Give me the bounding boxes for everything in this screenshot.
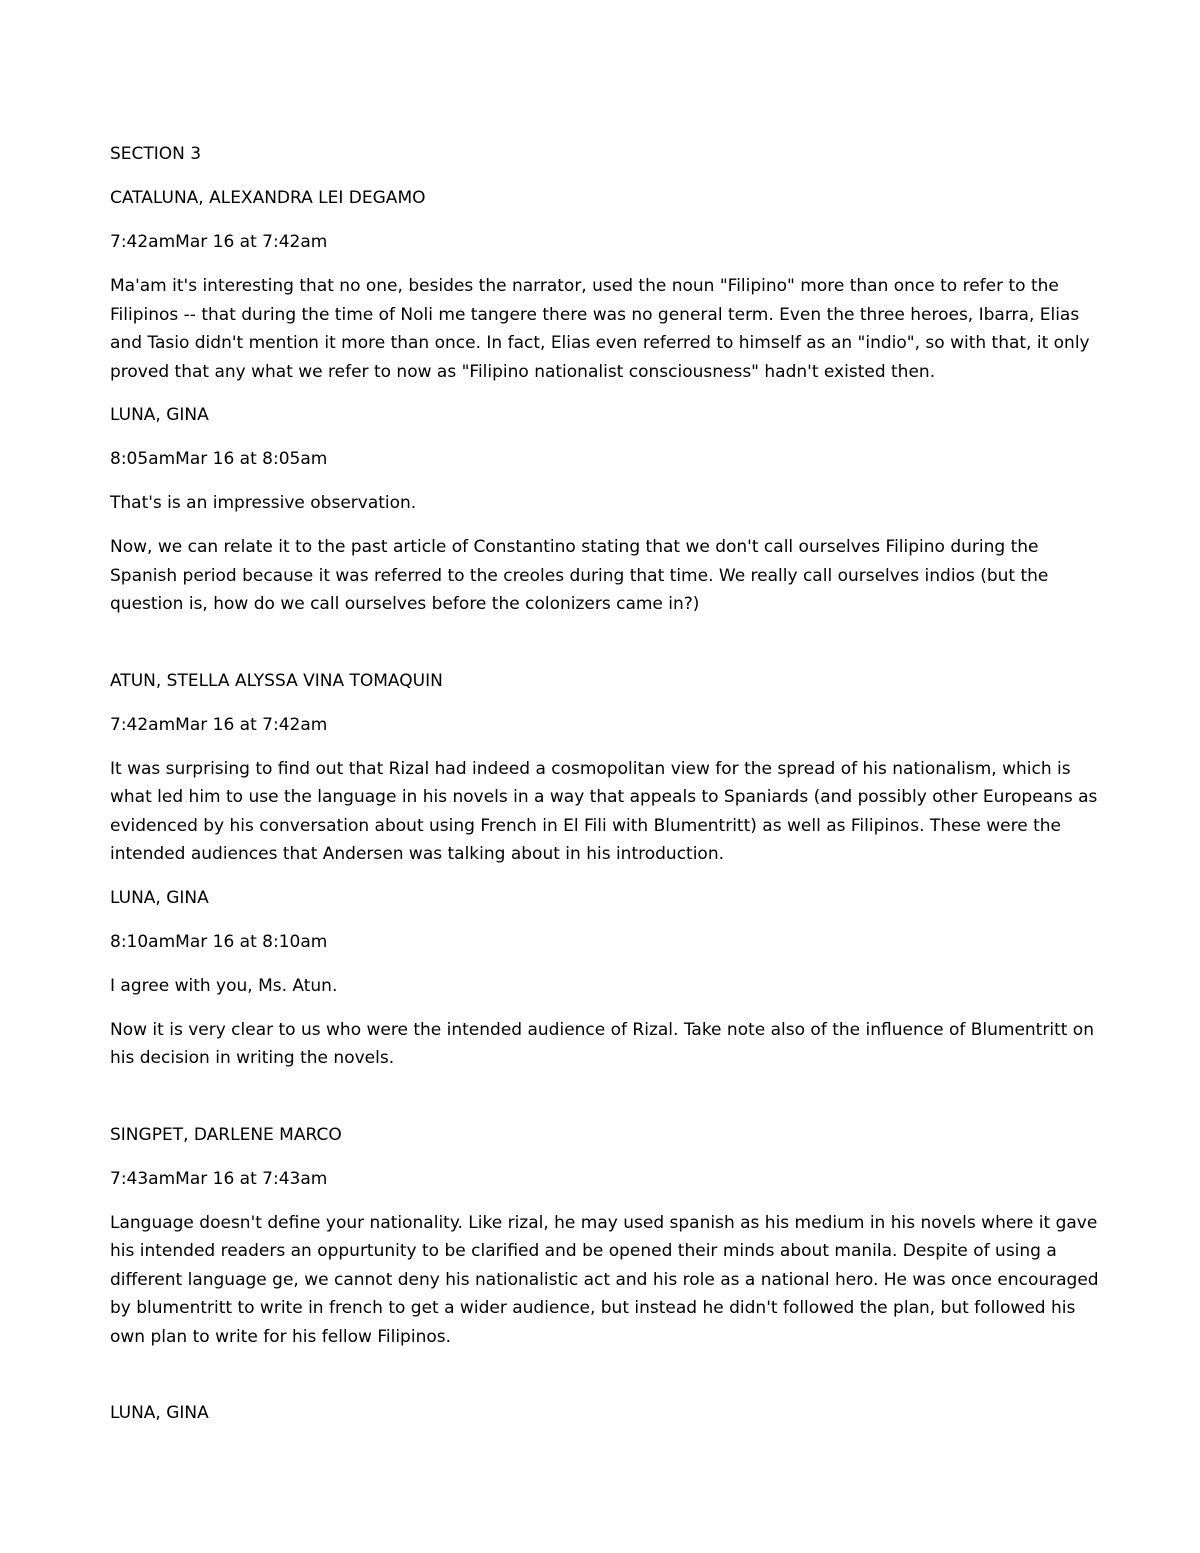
post-author: SINGPET, DARLENE MARCO bbox=[110, 1124, 342, 1145]
post-author: CATALUNA, ALEXANDRA LEI DEGAMO bbox=[110, 188, 426, 208]
post-body: It was surprising to find out that Rizal had indeed a cosmopolitan view for the spread of his nationalism, which is what led him to use the language in his novels in a way that appeals to Spaniards (and possibly other Europeans as evidenced by his conversation about using French in El Fili with Blumentritt) as well as Filipinos. These were the intended audiences that Andersen was talking about in his introduction. bbox=[110, 758, 1098, 864]
reply-paragraph: Now it is very clear to us who were the intended audience of Rizal. Take note also of the influence of Blumentritt on his decision in writing the novels. bbox=[110, 1019, 1094, 1068]
post-timestamp: 7:43amMar 16 at 7:43am bbox=[110, 1168, 328, 1189]
document-page bbox=[110, 140, 1110, 1427]
post-body: Language doesn't define your nationality. Like rizal, he may used spanish as his medium in his novels where it gave his intended readers an oppurtunity to be clarified and be opened their minds about manila. Despite of using a different language ge, we cannot deny his nationalistic act and his role as a national hero. He was once encouraged by blumentritt to write in french to get a wider audience, but instead he didn't followed the plan, but followed his own plan to write for his fellow Filipinos. bbox=[110, 1212, 1099, 1347]
reply-author: LUNA, GINA bbox=[110, 1403, 209, 1423]
section-heading: SECTION 3 bbox=[110, 144, 202, 164]
post-author: ATUN, STELLA ALYSSA VINA TOMAQUIN bbox=[110, 670, 443, 691]
reply-author: LUNA, GINA bbox=[110, 405, 209, 425]
reply-timestamp: 8:05amMar 16 at 8:05am bbox=[110, 449, 328, 469]
reply-author: LUNA, GINA bbox=[110, 887, 209, 908]
post-body: Ma'am it's interesting that no one, besides the narrator, used the noun "Filipino" more than once to refer to the Filipinos -- that during the time of Noli me tangere there was no general term. Even the three heroes, Ibarra, Elias and Tasio didn't mention it more than once. In fact, Elias even referred to himself as an "indio", so with that, it only proved that any what we refer to now as "Filipino nationalist consciousness" hadn't existed then. bbox=[110, 276, 1090, 382]
reply-paragraph: I agree with you, Ms. Atun. bbox=[110, 975, 338, 996]
post-timestamp: 7:42amMar 16 at 7:42am bbox=[110, 714, 328, 735]
reply-paragraph: That's is an impressive observation. bbox=[110, 493, 417, 513]
reply-paragraph: Now, we can relate it to the past article of Constantino stating that we don't call ourselves Filipino during the Spanish period because it was referred to the creoles during that time. We really call ourselves indios (but the question is, how do we call ourselves before the colonizers came in?) bbox=[110, 537, 1049, 614]
post-timestamp: 7:42amMar 16 at 7:42am bbox=[110, 232, 328, 252]
reply-timestamp: 8:10amMar 16 at 8:10am bbox=[110, 931, 328, 952]
